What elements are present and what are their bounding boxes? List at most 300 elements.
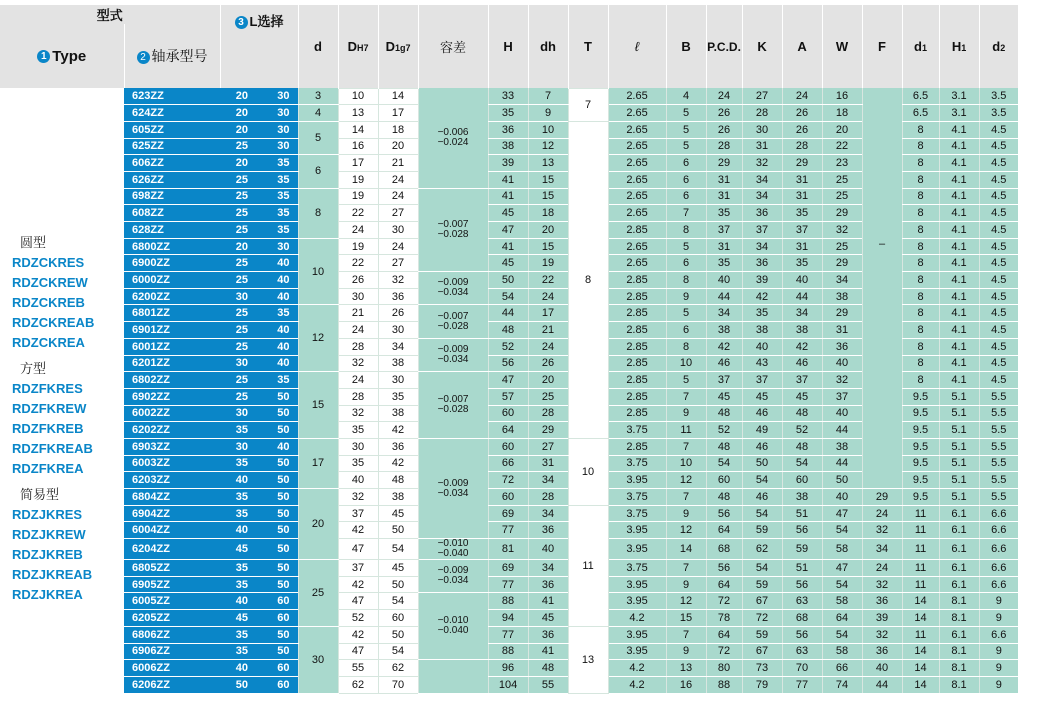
cell-H: 44: [488, 305, 528, 322]
cell-H: 60: [488, 405, 528, 422]
cell-B: 5: [666, 305, 706, 322]
cell-D1g7: 50: [378, 522, 418, 539]
cell-pcd: 31: [706, 238, 742, 255]
cell-A: 63: [782, 593, 822, 610]
cell-K: 54: [742, 505, 782, 522]
cell-H1: 4.1: [939, 338, 979, 355]
cell-ell: 2.65: [608, 105, 666, 122]
l-max: 50: [260, 505, 298, 522]
cell-T: 8: [568, 121, 608, 438]
cell-A: 45: [782, 388, 822, 405]
cell-B: 12: [666, 472, 706, 489]
cell-DH7: 24: [338, 322, 378, 339]
cell-d1: 8: [902, 155, 939, 172]
table-row: [0, 438, 1063, 455]
bearing-part-number: 6800ZZ: [124, 238, 220, 255]
cell-W: 44: [822, 422, 862, 439]
cell-A: 42: [782, 338, 822, 355]
cell-d2: 4.5: [979, 138, 1018, 155]
table-row: [0, 560, 1063, 577]
cell-K: 32: [742, 155, 782, 172]
cell-A: 56: [782, 626, 822, 643]
cell-d2: 5.5: [979, 388, 1018, 405]
table-row: [0, 505, 1063, 522]
cell-H: 35: [488, 105, 528, 122]
cell-ell: 2.85: [608, 355, 666, 372]
cell-tolerance: −0.010 −0.040: [418, 593, 488, 660]
l-max: 50: [260, 455, 298, 472]
l-min: 25: [220, 322, 260, 339]
cell-ell: 2.65: [608, 121, 666, 138]
bearing-part-number: 608ZZ: [124, 205, 220, 222]
cell-F: 39: [862, 610, 902, 627]
cell-dh: 7: [528, 88, 568, 105]
table-row: [0, 338, 1063, 355]
model-side-list: [0, 88, 124, 693]
cell-A: 59: [782, 539, 822, 560]
table-row: [0, 422, 1063, 439]
cell-d1: 9.5: [902, 388, 939, 405]
cell-dh: 27: [528, 438, 568, 455]
cell-W: 44: [822, 455, 862, 472]
cell-dh: 18: [528, 205, 568, 222]
cell-d: 8: [298, 188, 338, 238]
table-row: [0, 105, 1063, 122]
cell-pcd: 54: [706, 455, 742, 472]
cell-pcd: 26: [706, 121, 742, 138]
cell-A: 51: [782, 505, 822, 522]
cell-D1g7: 45: [378, 560, 418, 577]
cell-pcd: 35: [706, 205, 742, 222]
cell-W: 23: [822, 155, 862, 172]
cell-B: 7: [666, 388, 706, 405]
type-header: [0, 24, 124, 88]
cell-B: 9: [666, 505, 706, 522]
cell-dh: 55: [528, 676, 568, 693]
cell-H: 94: [488, 610, 528, 627]
cell-A: 31: [782, 238, 822, 255]
bearing-spec-table: [0, 5, 1063, 694]
cell-d: 20: [298, 489, 338, 560]
cell-B: 7: [666, 438, 706, 455]
l-min: 30: [220, 355, 260, 372]
num3-badge: 3: [235, 16, 248, 29]
cell-F: 32: [862, 522, 902, 539]
cell-dh: 10: [528, 121, 568, 138]
cell-d2: 5.5: [979, 455, 1018, 472]
cell-K: 37: [742, 222, 782, 239]
cell-B: 8: [666, 272, 706, 289]
cell-d1: 8: [902, 305, 939, 322]
table-row: [0, 288, 1063, 305]
group-label-round: 圆型: [20, 235, 47, 250]
cell-D1g7: 38: [378, 405, 418, 422]
cell-tolerance: −0.007 −0.028: [418, 305, 488, 338]
l-min: 25: [220, 205, 260, 222]
cell-H: 88: [488, 643, 528, 660]
model-code: RDZFKREW: [12, 401, 87, 416]
cell-tolerance: [418, 660, 488, 693]
cell-pcd: 24: [706, 88, 742, 105]
cell-A: 48: [782, 438, 822, 455]
cell-d2: 5.5: [979, 422, 1018, 439]
model-code: RDZFKREAB: [12, 441, 93, 456]
table-row: [0, 593, 1063, 610]
cell-K: 79: [742, 676, 782, 693]
cell-DH7: 62: [338, 676, 378, 693]
cell-tolerance: −0.009 −0.034: [418, 272, 488, 305]
l-min: 20: [220, 238, 260, 255]
cell-B: 5: [666, 105, 706, 122]
cell-d1: 9.5: [902, 489, 939, 506]
cell-W: 18: [822, 105, 862, 122]
table-row: [0, 539, 1063, 560]
cell-A: 28: [782, 138, 822, 155]
cell-H1: 5.1: [939, 455, 979, 472]
table-row: [0, 88, 1063, 105]
cell-dh: 31: [528, 455, 568, 472]
cell-DH7: 17: [338, 155, 378, 172]
cell-DH7: 21: [338, 305, 378, 322]
cell-dh: 29: [528, 422, 568, 439]
table-row: [0, 188, 1063, 205]
cell-W: 25: [822, 238, 862, 255]
cell-W: 54: [822, 626, 862, 643]
cell-H: 56: [488, 355, 528, 372]
cell-H1: 4.1: [939, 155, 979, 172]
table-row: [0, 305, 1063, 322]
bearing-part-number: 6205ZZ: [124, 610, 220, 627]
cell-K: 36: [742, 255, 782, 272]
cell-DH7: 47: [338, 593, 378, 610]
table-row: [0, 388, 1063, 405]
bearing-part-number: 6900ZZ: [124, 255, 220, 272]
bearing-part-number: 6201ZZ: [124, 355, 220, 372]
cell-DH7: 22: [338, 255, 378, 272]
l-min: 25: [220, 272, 260, 289]
cell-d: 30: [298, 626, 338, 693]
cell-DH7: 55: [338, 660, 378, 677]
cell-pcd: 42: [706, 338, 742, 355]
cell-K: 59: [742, 522, 782, 539]
model-code: RDZJKREAB: [12, 567, 93, 582]
cell-dh: 22: [528, 272, 568, 289]
cell-H1: 4.1: [939, 305, 979, 322]
cell-H1: 4.1: [939, 171, 979, 188]
cell-H: 60: [488, 438, 528, 455]
cell-DH7: 22: [338, 205, 378, 222]
cell-F: 32: [862, 576, 902, 593]
cell-pcd: 72: [706, 643, 742, 660]
cell-pcd: 46: [706, 355, 742, 372]
cell-B: 9: [666, 288, 706, 305]
cell-D1g7: 50: [378, 626, 418, 643]
cell-d2: 4.5: [979, 338, 1018, 355]
bearing-part-number: 6202ZZ: [124, 422, 220, 439]
cell-H: 69: [488, 560, 528, 577]
cell-B: 14: [666, 539, 706, 560]
cell-K: 42: [742, 288, 782, 305]
cell-d1: 9.5: [902, 455, 939, 472]
bearing-part-number: 6001ZZ: [124, 338, 220, 355]
cell-W: 29: [822, 205, 862, 222]
cell-A: 44: [782, 288, 822, 305]
cell-W: 25: [822, 188, 862, 205]
cell-A: 68: [782, 610, 822, 627]
cell-H: 69: [488, 505, 528, 522]
num1-badge: 1: [37, 50, 50, 63]
cell-W: 32: [822, 372, 862, 389]
l-max: 50: [260, 560, 298, 577]
col-H: H: [488, 5, 528, 88]
cell-D1g7: 54: [378, 539, 418, 560]
l-max: 40: [260, 288, 298, 305]
table-row: [0, 155, 1063, 172]
cell-D1g7: 42: [378, 422, 418, 439]
l-min: 30: [220, 288, 260, 305]
cell-d: 25: [298, 560, 338, 627]
cell-W: 58: [822, 643, 862, 660]
cell-pcd: 72: [706, 593, 742, 610]
cell-B: 16: [666, 676, 706, 693]
bearing-part-number: 6904ZZ: [124, 505, 220, 522]
cell-d1: 9.5: [902, 472, 939, 489]
cell-K: 37: [742, 372, 782, 389]
cell-ell: 3.95: [608, 593, 666, 610]
col-D1g7: D1g7: [378, 5, 418, 88]
cell-ell: 2.85: [608, 322, 666, 339]
cell-d1: 8: [902, 171, 939, 188]
cell-A: 38: [782, 322, 822, 339]
model-code: RDZCKREB: [12, 295, 85, 310]
cell-H: 60: [488, 489, 528, 506]
cell-H1: 5.1: [939, 472, 979, 489]
cell-ell: 2.85: [608, 338, 666, 355]
cell-K: 28: [742, 105, 782, 122]
bearing-part-number: 6005ZZ: [124, 593, 220, 610]
cell-DH7: 19: [338, 188, 378, 205]
cell-B: 9: [666, 643, 706, 660]
cell-H: 64: [488, 422, 528, 439]
cell-B: 9: [666, 405, 706, 422]
l-min: 40: [220, 660, 260, 677]
cell-pcd: 48: [706, 438, 742, 455]
cell-d1: 11: [902, 576, 939, 593]
cell-K: 27: [742, 88, 782, 105]
cell-W: 58: [822, 593, 862, 610]
cell-H: 57: [488, 388, 528, 405]
cell-pcd: 56: [706, 560, 742, 577]
type-group-header: 型式: [0, 5, 220, 24]
cell-A: 26: [782, 105, 822, 122]
bearing-part-number: 6801ZZ: [124, 305, 220, 322]
cell-F-dash: –: [862, 88, 902, 489]
cell-F: 44: [862, 676, 902, 693]
cell-H1: 4.1: [939, 222, 979, 239]
table-row: [0, 222, 1063, 239]
cell-A: 56: [782, 522, 822, 539]
l-max: 40: [260, 338, 298, 355]
cell-H1: 6.1: [939, 522, 979, 539]
cell-dh: 13: [528, 155, 568, 172]
cell-D1g7: 36: [378, 288, 418, 305]
cell-K: 59: [742, 576, 782, 593]
cell-W: 16: [822, 88, 862, 105]
cell-K: 31: [742, 138, 782, 155]
bearing-part-number: 6002ZZ: [124, 405, 220, 422]
cell-d1: 8: [902, 188, 939, 205]
cell-K: 45: [742, 388, 782, 405]
l-min: 25: [220, 222, 260, 239]
cell-ell: 2.65: [608, 238, 666, 255]
table-row: [0, 405, 1063, 422]
cell-d2: 4.5: [979, 305, 1018, 322]
cell-ell: 2.85: [608, 222, 666, 239]
cell-W: 66: [822, 660, 862, 677]
table-row: [0, 238, 1063, 255]
cell-F: 34: [862, 539, 902, 560]
cell-H: 48: [488, 322, 528, 339]
cell-H: 36: [488, 121, 528, 138]
l-min: 50: [220, 676, 260, 693]
cell-tolerance: −0.009 −0.034: [418, 438, 488, 538]
cell-H: 47: [488, 222, 528, 239]
l-min: 35: [220, 576, 260, 593]
cell-ell: 3.95: [608, 539, 666, 560]
cell-B: 6: [666, 255, 706, 272]
cell-ell: 3.95: [608, 626, 666, 643]
cell-d2: 4.5: [979, 238, 1018, 255]
l-min: 20: [220, 88, 260, 105]
bearing-part-number: 6204ZZ: [124, 539, 220, 560]
cell-D1g7: 32: [378, 272, 418, 289]
cell-H: 77: [488, 626, 528, 643]
cell-tolerance: −0.006 −0.024: [418, 88, 488, 188]
cell-ell: 2.65: [608, 205, 666, 222]
cell-DH7: 32: [338, 405, 378, 422]
cell-B: 13: [666, 660, 706, 677]
cell-K: 34: [742, 238, 782, 255]
table-body: [0, 88, 1063, 693]
cell-pcd: 48: [706, 489, 742, 506]
cell-DH7: 24: [338, 372, 378, 389]
cell-D1g7: 14: [378, 88, 418, 105]
cell-DH7: 19: [338, 171, 378, 188]
cell-D1g7: 27: [378, 205, 418, 222]
cell-d: 4: [298, 105, 338, 122]
cell-pcd: 68: [706, 539, 742, 560]
cell-tolerance: −0.009 −0.034: [418, 560, 488, 593]
l-max: 30: [260, 138, 298, 155]
cell-K: 67: [742, 643, 782, 660]
cell-H: 88: [488, 593, 528, 610]
table-row: [0, 205, 1063, 222]
cell-d2: 6.6: [979, 505, 1018, 522]
l-max: 50: [260, 576, 298, 593]
cell-pcd: 60: [706, 472, 742, 489]
col-d2: d2: [979, 5, 1018, 88]
l-min: 20: [220, 105, 260, 122]
cell-pcd: 45: [706, 388, 742, 405]
l-max: 30: [260, 88, 298, 105]
cell-W: 74: [822, 676, 862, 693]
l-min: 45: [220, 610, 260, 627]
cell-A: 38: [782, 489, 822, 506]
cell-dh: 40: [528, 539, 568, 560]
cell-F: 40: [862, 660, 902, 677]
cell-D1g7: 45: [378, 505, 418, 522]
cell-D1g7: 42: [378, 455, 418, 472]
cell-dh: 28: [528, 405, 568, 422]
cell-H1: 4.1: [939, 355, 979, 372]
model-code: RDZCKRES: [12, 255, 85, 270]
cell-K: 67: [742, 593, 782, 610]
l-min: 20: [220, 155, 260, 172]
table-row: [0, 626, 1063, 643]
cell-d2: 6.6: [979, 522, 1018, 539]
cell-W: 38: [822, 288, 862, 305]
table-row: [0, 610, 1063, 627]
model-code: RDZJKRES: [12, 507, 83, 522]
cell-d1: 8: [902, 121, 939, 138]
l-max: 60: [260, 660, 298, 677]
cell-F: 32: [862, 626, 902, 643]
cell-H1: 4.1: [939, 288, 979, 305]
cell-DH7: 32: [338, 489, 378, 506]
cell-dh: 36: [528, 626, 568, 643]
cell-H1: 6.1: [939, 505, 979, 522]
cell-H: 77: [488, 522, 528, 539]
col-T: T: [568, 5, 608, 88]
cell-H: 41: [488, 188, 528, 205]
cell-F: 24: [862, 505, 902, 522]
cell-K: 43: [742, 355, 782, 372]
l-min: 30: [220, 438, 260, 455]
cell-K: 46: [742, 438, 782, 455]
cell-dh: 34: [528, 560, 568, 577]
l-max: 60: [260, 593, 298, 610]
cell-B: 11: [666, 422, 706, 439]
bearing-part-number: 628ZZ: [124, 222, 220, 239]
cell-ell: 2.65: [608, 155, 666, 172]
cell-W: 47: [822, 560, 862, 577]
cell-D1g7: 70: [378, 676, 418, 693]
cell-A: 70: [782, 660, 822, 677]
bearing-part-number: 6902ZZ: [124, 388, 220, 405]
cell-A: 40: [782, 272, 822, 289]
cell-dh: 34: [528, 472, 568, 489]
cell-W: 38: [822, 438, 862, 455]
cell-d1: 11: [902, 560, 939, 577]
cell-d1: 8: [902, 205, 939, 222]
l-max: 30: [260, 121, 298, 138]
cell-H1: 8.1: [939, 643, 979, 660]
cell-d2: 4.5: [979, 255, 1018, 272]
cell-D1g7: 34: [378, 338, 418, 355]
cell-d1: 14: [902, 660, 939, 677]
cell-d1: 6.5: [902, 88, 939, 105]
cell-pcd: 78: [706, 610, 742, 627]
cell-d1: 14: [902, 676, 939, 693]
table-row: [0, 522, 1063, 539]
cell-D1g7: 54: [378, 593, 418, 610]
cell-DH7: 16: [338, 138, 378, 155]
cell-tolerance: −0.010 −0.040: [418, 539, 488, 560]
l-min: 45: [220, 539, 260, 560]
cell-ell: 2.65: [608, 171, 666, 188]
type-label: Type: [52, 47, 87, 65]
model-code: RDZCKREA: [12, 335, 85, 350]
